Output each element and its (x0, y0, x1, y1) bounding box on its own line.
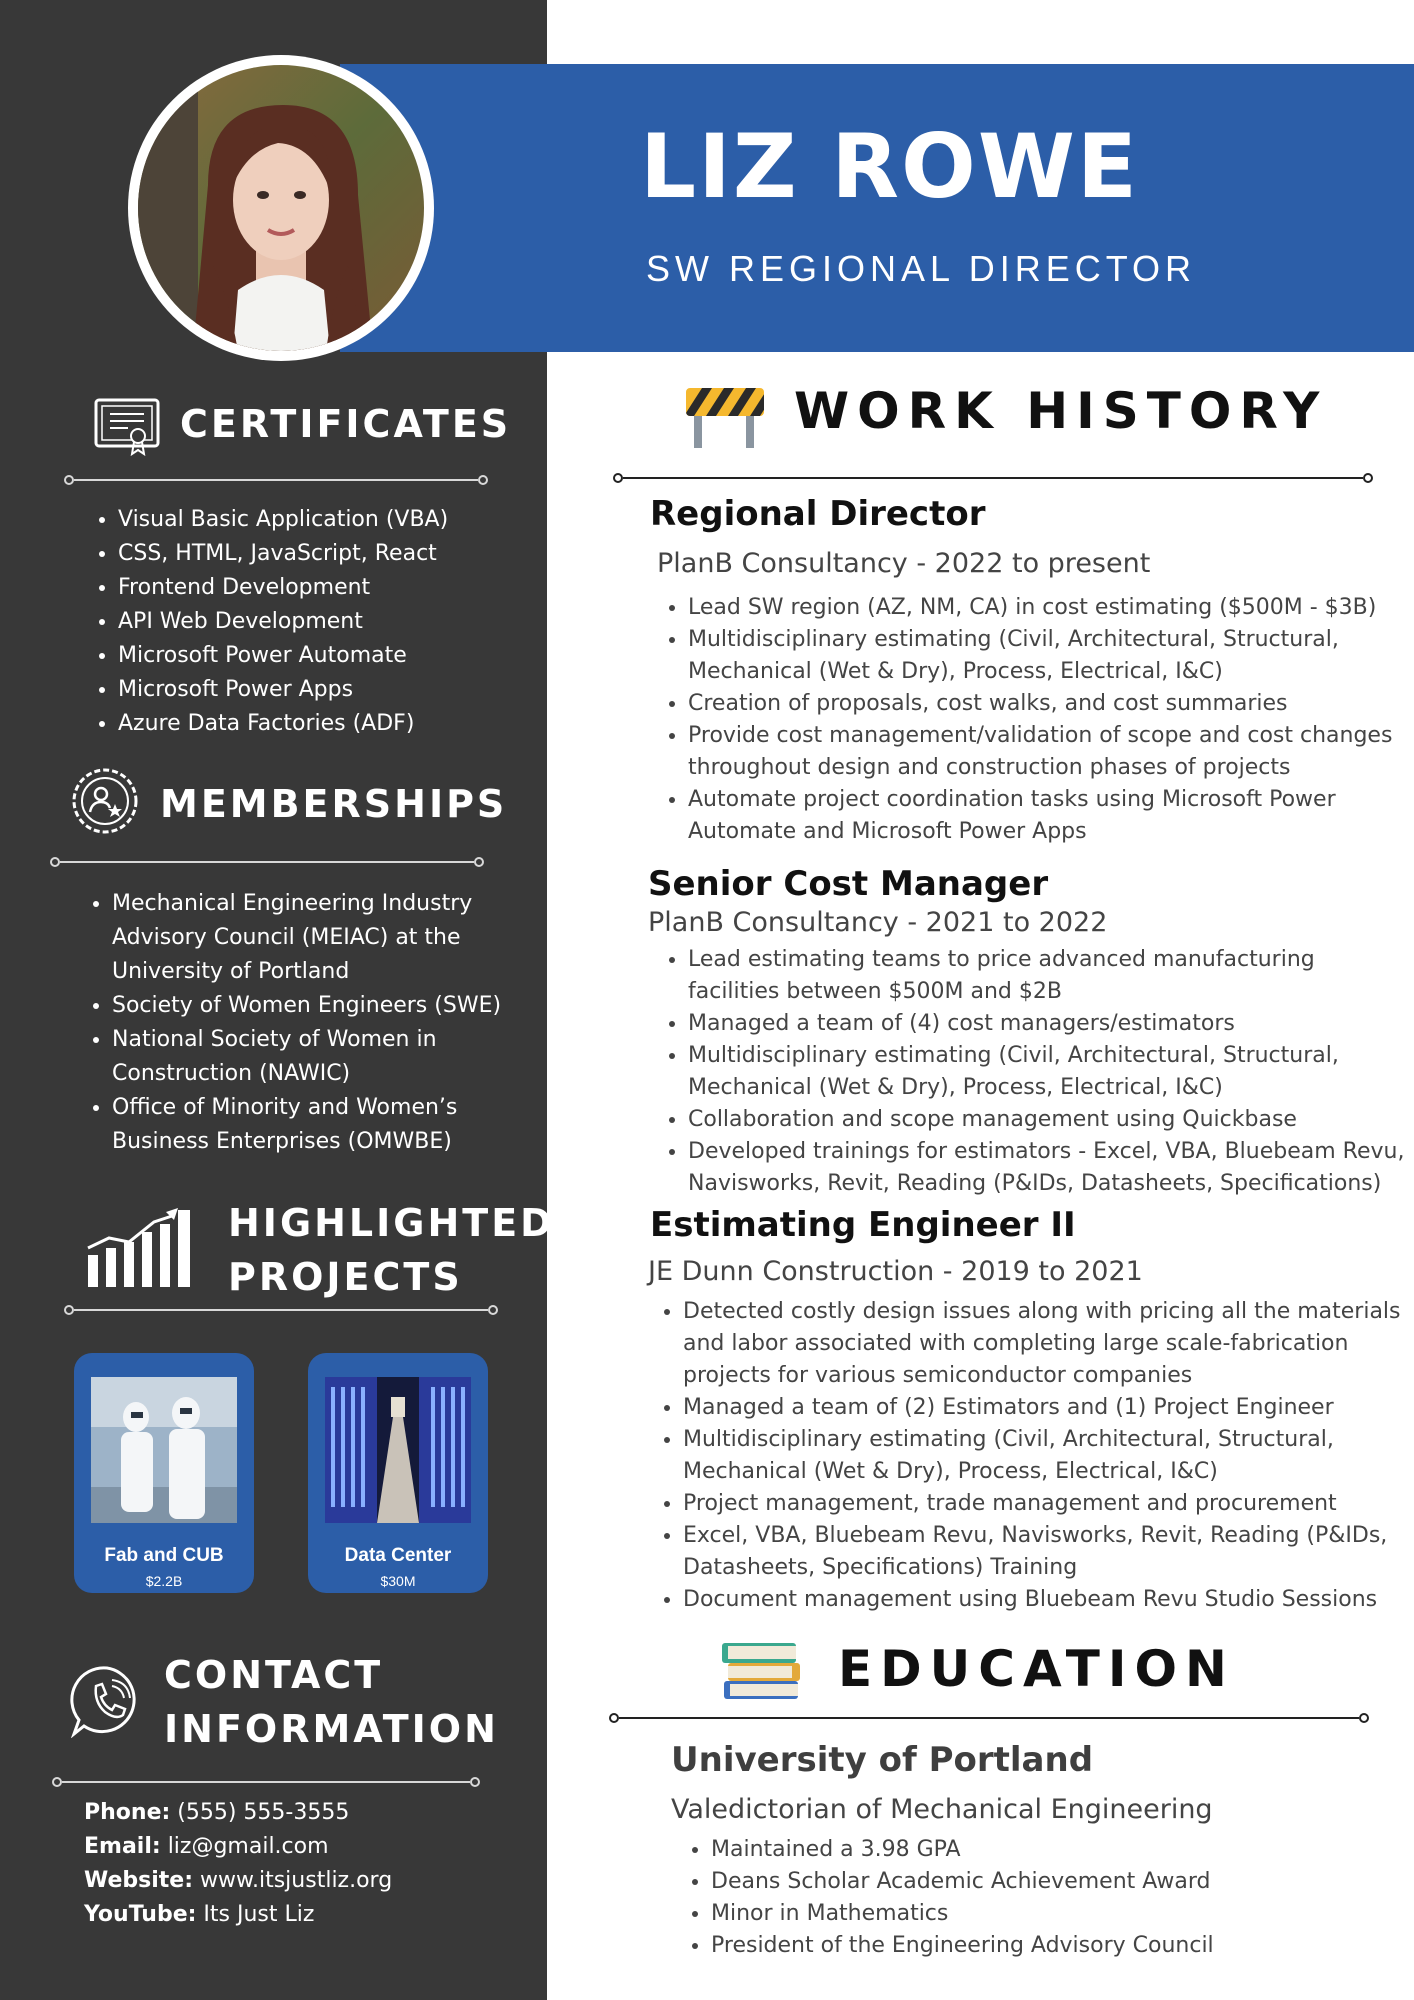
contact-details (84, 1796, 534, 1932)
contact-heading-line1: CONTACT (164, 1653, 384, 1697)
list-item: • Microsoft Power Apps (118, 673, 538, 707)
list-item: • Developed trainings for estimators - Excel, VBA, Bluebeam Revu, Navisworks, Revit, Reading (P&IDs, Datasheets, Specifications) (688, 1136, 1408, 1200)
projects-divider (74, 1309, 488, 1311)
website-line (84, 1864, 534, 1898)
list-item: • Multidisciplinary estimating (Civil, Architectural, Structural, Mechanical (Wet & Dry), Process, Electrical, I&C) (688, 1040, 1408, 1104)
job-title: Estimating Engineer II (650, 1205, 1076, 1245)
youtube-label: YouTube: (84, 1902, 197, 1927)
list-item: • Maintained a 3.98 GPA (711, 1834, 1371, 1866)
list-item: • Project management, trade management and procurement (683, 1488, 1403, 1520)
list-item: • Visual Basic Application (VBA) (118, 503, 538, 537)
projects-heading-line1: HIGHLIGHTED (228, 1201, 555, 1245)
certificates-list (88, 503, 538, 741)
list-item: • Multidisciplinary estimating (Civil, Architectural, Structural, Mechanical (Wet & Dry), Process, Electrical, I&C) (683, 1424, 1403, 1488)
project-value: $30M (380, 1573, 416, 1589)
job-role: SW REGIONAL DIRECTOR (646, 248, 1197, 289)
email-value[interactable]: liz@gmail.com (167, 1834, 329, 1859)
list-item: • Office of Minority and Women’s Business Enterprises (OMWBE) (112, 1091, 522, 1159)
list-item: • Document management using Bluebeam Revu Studio Sessions (683, 1584, 1403, 1616)
project-card-datacenter[interactable] (308, 1353, 488, 1593)
job-title: Regional Director (650, 494, 986, 534)
list-item: • Society of Women Engineers (SWE) (112, 989, 522, 1023)
list-item: • CSS, HTML, JavaScript, React (118, 537, 538, 571)
certificates-divider (74, 479, 478, 481)
education-bullets (681, 1834, 1371, 1962)
avatar (128, 55, 434, 361)
memberships-list (82, 887, 522, 1159)
education-heading: EDUCATION (838, 1640, 1235, 1698)
list-item: • Lead SW region (AZ, NM, CA) in cost estimating ($500M - $3B) (688, 592, 1408, 624)
datacenter-photo (325, 1377, 471, 1523)
list-item: • Excel, VBA, Bluebeam Revu, Navisworks, Revit, Reading (P&IDs, Datasheets, Specifications) Training (683, 1520, 1403, 1584)
project-card-fab[interactable] (74, 1353, 254, 1593)
list-item: • Automate project coordination tasks using Microsoft Power Automate and Microsoft Power Apps (688, 784, 1408, 848)
project-title: Fab and CUB (104, 1545, 224, 1566)
person-name: LIZ ROWE (640, 115, 1140, 218)
contact-heading (164, 1648, 499, 1756)
list-item: • Managed a team of (4) cost managers/estimators (688, 1008, 1408, 1040)
list-item: • Provide cost management/validation of scope and cost changes throughout design and construction phases of projects (688, 720, 1408, 784)
work-history-divider (623, 477, 1363, 479)
phone-line (84, 1796, 534, 1830)
education-divider (619, 1717, 1359, 1719)
school-name: University of Portland (671, 1740, 1094, 1780)
email-label: Email: (84, 1834, 161, 1859)
list-item: • Azure Data Factories (ADF) (118, 707, 538, 741)
job-title: Senior Cost Manager (648, 864, 1049, 904)
job-bullets (658, 944, 1408, 1200)
list-item: • Deans Scholar Academic Achievement Award (711, 1866, 1371, 1898)
list-item: • Minor in Mathematics (711, 1898, 1371, 1930)
projects-heading (228, 1196, 555, 1304)
job-company: PlanB Consultancy - 2022 to present (657, 548, 1151, 579)
phone-label: Phone: (84, 1800, 171, 1825)
phone-value[interactable]: (555) 555-3555 (177, 1800, 350, 1825)
list-item: • Collaboration and scope management using Quickbase (688, 1104, 1408, 1136)
list-item: • National Society of Women in Construction (NAWIC) (112, 1023, 522, 1091)
construction-barrier-icon (684, 384, 766, 450)
portrait-photo (138, 65, 424, 351)
email-line (84, 1830, 534, 1864)
cleanroom-photo (91, 1377, 237, 1523)
list-item: • Frontend Development (118, 571, 538, 605)
list-item: • Creation of proposals, cost walks, and cost summaries (688, 688, 1408, 720)
job-bullets (658, 592, 1408, 848)
membership-badge-icon (70, 766, 140, 836)
list-item: • Managed a team of (2) Estimators and (1) Project Engineer (683, 1392, 1403, 1424)
phone-chat-icon (70, 1664, 144, 1738)
books-icon (720, 1637, 804, 1703)
certificate-icon (94, 398, 160, 456)
job-bullets (653, 1296, 1403, 1616)
youtube-value[interactable]: Its Just Liz (203, 1902, 315, 1927)
work-history-heading: WORK HISTORY (794, 382, 1328, 440)
website-value[interactable]: www.itsjustliz.org (200, 1868, 393, 1893)
growth-chart-icon (84, 1200, 204, 1290)
website-label: Website: (84, 1868, 194, 1893)
memberships-heading: MEMBERSHIPS (160, 782, 508, 826)
contact-heading-line2: INFORMATION (164, 1707, 499, 1751)
contact-divider (62, 1781, 470, 1783)
certificates-heading: CERTIFICATES (180, 402, 512, 446)
list-item: • Mechanical Engineering Industry Advisory Council (MEIAC) at the University of Portland (112, 887, 522, 989)
list-item: • API Web Development (118, 605, 538, 639)
list-item: • President of the Engineering Advisory Council (711, 1930, 1371, 1962)
job-company: PlanB Consultancy - 2021 to 2022 (648, 907, 1108, 938)
job-company: JE Dunn Construction - 2019 to 2021 (648, 1256, 1143, 1287)
project-value: $2.2B (145, 1573, 183, 1589)
list-item: • Lead estimating teams to price advanced manufacturing facilities between $500M and $2B (688, 944, 1408, 1008)
list-item: • Microsoft Power Automate (118, 639, 538, 673)
degree: Valedictorian of Mechanical Engineering (671, 1794, 1213, 1825)
memberships-divider (60, 861, 474, 863)
project-title: Data Center (344, 1545, 452, 1566)
list-item: • Multidisciplinary estimating (Civil, Architectural, Structural, Mechanical (Wet & Dry), Process, Electrical, I&C) (688, 624, 1408, 688)
youtube-line (84, 1898, 534, 1932)
projects-heading-line2: PROJECTS (228, 1255, 463, 1299)
list-item: • Detected costly design issues along with pricing all the materials and labor associated with completing large scale-fabrication projects for various semiconductor companies (683, 1296, 1403, 1392)
